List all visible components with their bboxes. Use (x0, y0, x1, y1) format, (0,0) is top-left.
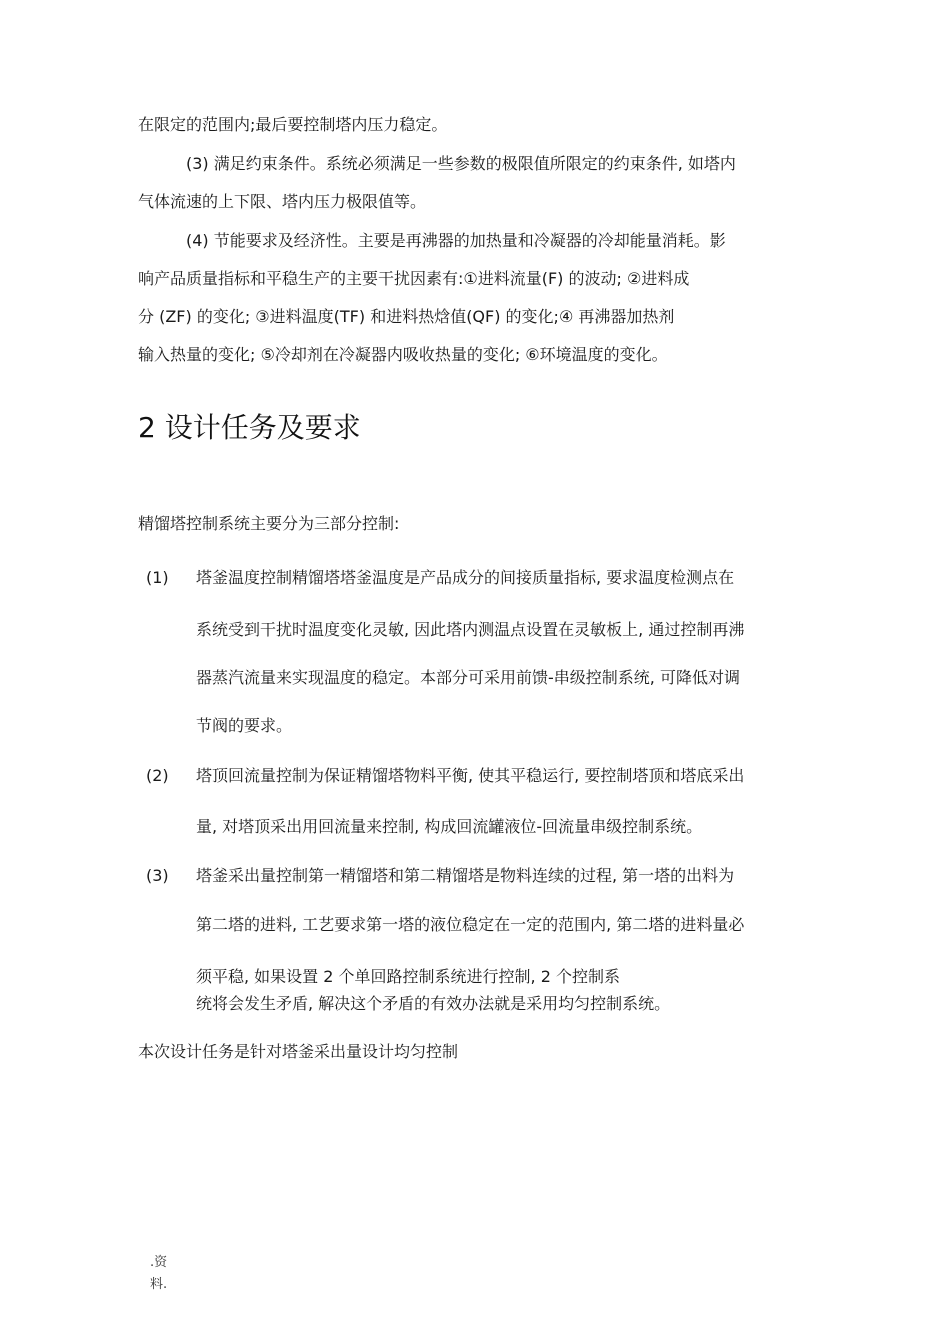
list-item-line: 系统受到干扰时温度变化灵敏, 因此塔内测温点设置在灵敏板上, 通过控制再沸 (196, 620, 745, 639)
list-item-line: 量, 对塔顶采出用回流量来控制, 构成回流罐液位-回流量串级控制系统。 (196, 817, 703, 836)
footer-text: 料. (150, 1277, 168, 1292)
list-marker: (2) (146, 766, 169, 785)
text-line: 气体流速的上下限、塔内压力极限值等。 (138, 192, 427, 211)
footer-text: .资 (150, 1255, 168, 1270)
list-item-line: 塔釜采出量控制第一精馏塔和第二精馏塔是物料连续的过程, 第一塔的出料为 (196, 866, 735, 885)
list-marker: (3) (146, 866, 169, 885)
list-item-line: 统将会发生矛盾, 解决这个矛盾的有效办法就是采用均匀控制系统。 (196, 994, 671, 1013)
text-line: 在限定的范围内;最后要控制塔内压力稳定。 (138, 115, 448, 134)
list-item-line: 节阀的要求。 (196, 716, 293, 735)
closing-text: 本次设计任务是针对塔釜采出量设计均匀控制 (138, 1042, 459, 1061)
list-item-line: 塔顶回流量控制为保证精馏塔物料平衡, 使其平稳运行, 要控制塔顶和塔底采出 (196, 766, 745, 785)
list-marker: (1) (146, 568, 169, 587)
text-line: 分 (ZF) 的变化; ③进料温度(TF) 和进料热焓值(QF) 的变化;④ 再沸器加热剂 (138, 307, 675, 326)
list-item-line: 第二塔的进料, 工艺要求第一塔的液位稳定在一定的范围内, 第二塔的进料量必 (196, 915, 745, 934)
list-item-line: 塔釜温度控制精馏塔塔釜温度是产品成分的间接质量指标, 要求温度检测点在 (196, 568, 735, 587)
text-line: 响产品质量指标和平稳生产的主要干扰因素有:①进料流量(F) 的波动; ②进料成 (138, 269, 690, 288)
text-line: (4) 节能要求及经济性。主要是再沸器的加热量和冷凝器的冷却能量消耗。影 (186, 231, 726, 250)
list-item-line: 器蒸汽流量来实现温度的稳定。本部分可采用前馈-串级控制系统, 可降低对调 (196, 668, 740, 687)
section-heading: 2 设计任务及要求 (138, 411, 361, 444)
text-line: 输入热量的变化; ⑤冷却剂在冷凝器内吸收热量的变化; ⑥环境温度的变化。 (138, 345, 668, 364)
text-line: (3) 满足约束条件。系统必须满足一些参数的极限值所限定的约束条件, 如塔内 (186, 154, 736, 173)
section-lead: 精馏塔控制系统主要分为三部分控制: (138, 514, 400, 533)
list-item-line: 须平稳, 如果设置 2 个单回路控制系统进行控制, 2 个控制系 (196, 967, 620, 986)
